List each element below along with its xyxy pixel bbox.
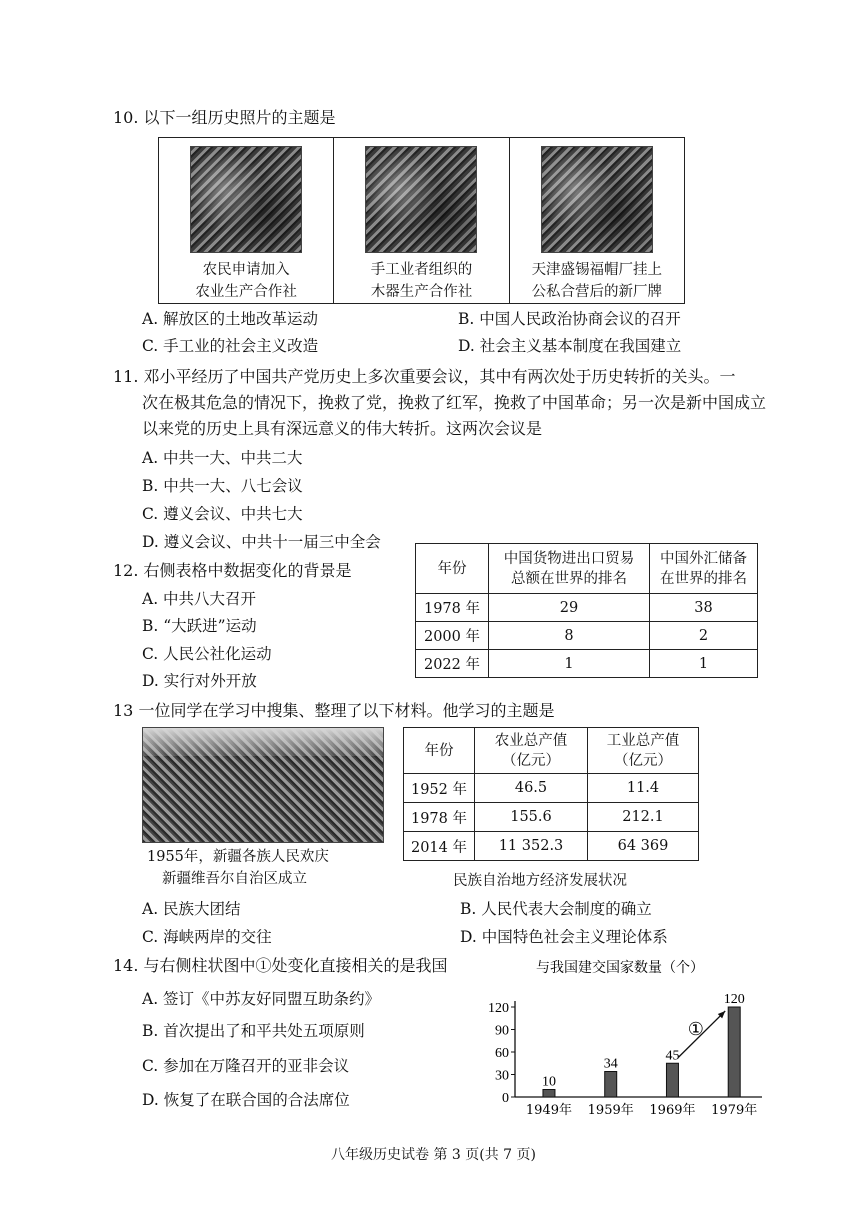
chart-data-label: 45 [665,1048,680,1064]
q12-option-b: B. “大跃进”运动 [142,617,257,635]
q13-cell-ind: 11.4 [588,774,699,803]
q11-option-d: D. 遵义会议、中共十一届三中全会 [142,533,381,551]
x-tick-label: 1969年 [649,1103,696,1118]
q12-cell-year: 2022 年 [416,650,489,678]
q13-photo-caption-line1: 1955年，新疆各族人民欢庆 [147,849,329,865]
x-tick-label: 1979年 [711,1103,758,1118]
table-row [416,650,758,678]
q13-cell-agri: 155.6 [475,803,588,832]
q12-table-header [416,544,758,594]
chart-bar [605,1072,617,1098]
q14-option-a: A. 签订《中苏友好同盟互助条约》 [142,990,381,1008]
q14-option-b: B. 首次提出了和平共处五项原则 [142,1022,365,1040]
q10-option-b: B. 中国人民政治协商会议的召开 [458,310,681,328]
q13-photo-caption-line2: 新疆维吾尔自治区成立 [162,871,307,887]
table-row [416,594,758,622]
q13-th-col1-line1: 农业总产值 [494,732,568,749]
q12-th-col2-line1: 中国外汇储备 [660,550,747,567]
q10-photo-cell-2 [334,138,509,303]
chart-bar [728,1007,740,1097]
chart-data-label: 34 [603,1056,618,1072]
q12-cell-reserve: 38 [650,594,758,622]
q13-cell-year: 1978 年 [404,803,475,832]
q12-th-col1 [489,544,650,594]
chart-annotation: ① [687,1019,704,1041]
chart-data-label: 10 [541,1074,556,1090]
q13-th-col2 [588,728,699,774]
q13-th-col2-line2: （亿元） [614,752,672,769]
q13-option-b: B. 人民代表大会制度的确立 [460,900,652,918]
table-row [404,774,699,803]
q10-option-d: D. 社会主义基本制度在我国建立 [458,337,682,355]
q12-option-a: A. 中共八大召开 [142,590,257,608]
q12-cell-year: 2000 年 [416,622,489,650]
q13-photo [142,727,384,843]
q13-table-caption: 民族自治地方经济发展状况 [453,873,627,889]
q13-cell-ind: 64 369 [588,832,699,861]
chart-bar [666,1063,678,1097]
q13-th-col1-line2: （亿元） [502,752,560,769]
q10-caption-2 [371,259,473,303]
q13-th-year: 年份 [404,728,475,774]
q12-th-col1-line1: 中国货物进出口贸易 [503,550,635,567]
x-tick-label: 1949年 [525,1103,573,1118]
q12-th-col1-line2: 总额在世界的排名 [511,570,627,587]
q11-stem-line2: 次在极其危急的情况下，挽救了党，挽救了红军，挽救了中国革命；另一次是新中国成立 [142,393,767,412]
q14-option-d: D. 恢复了在联合国的合法席位 [142,1091,350,1109]
chart-title: 与我国建交国家数量（个） [536,960,704,976]
q13-option-a: A. 民族大团结 [142,900,241,918]
q10-caption-2-line2: 木器生产合作社 [370,284,473,300]
table-row [404,803,699,832]
q13-option-c: C. 海峡两岸的交往 [142,928,272,946]
y-tick-label: 0 [502,1091,509,1106]
y-tick-label: 60 [495,1046,509,1061]
q12-cell-trade: 29 [489,594,650,622]
q13-table-header [404,728,699,774]
q12-cell-trade: 1 [489,650,650,678]
q10-photo-3 [541,146,653,253]
q12-cell-reserve: 1 [650,650,758,678]
q10-photo-grid [158,137,685,304]
q12-th-col2-line2: 在世界的排名 [660,570,747,587]
q10-photo-cell-1 [159,138,334,303]
table-row [416,622,758,650]
page-footer: 八年级历史试卷 第 3 页(共 7 页) [331,1147,536,1163]
q10-stem: 10. 以下一组历史照片的主题是 [113,108,336,127]
q11-option-c: C. 遵义会议、中共七大 [142,505,303,523]
q12-th-col2 [650,544,758,594]
q10-photo-cell-3 [510,138,684,303]
q10-photo-1 [190,146,302,253]
q10-caption-1-line1: 农民申请加入 [202,262,290,278]
q14-option-c: C. 参加在万隆召开的亚非会议 [142,1057,350,1075]
q13-th-col2-line1: 工业总产值 [606,732,680,749]
q11-stem-line3: 以来党的历史上具有深远意义的伟大转折。这两次会议是 [142,419,543,438]
q11-stem-line1: 11. 邓小平经历了中国共产党历史上多次重要会议，其中有两次处于历史转折的关头。一 [113,367,736,386]
q13-cell-agri: 46.5 [475,774,588,803]
q12-option-c: C. 人民公社化运动 [142,645,272,663]
table-row [404,832,699,861]
x-tick-label: 1959年 [587,1103,634,1118]
q10-caption-3-line1: 天津盛锡福帽厂挂上 [531,262,663,278]
q10-option-a: A. 解放区的土地改革运动 [142,310,319,328]
y-tick-label: 30 [495,1068,509,1084]
chart-bars [526,992,757,1118]
q12-cell-reserve: 2 [650,622,758,650]
q12-option-d: D. 实行对外开放 [142,672,257,690]
q13-th-col1 [475,728,588,774]
q11-option-b: B. 中共一大、八七会议 [142,477,303,495]
q13-cell-ind: 212.1 [588,803,699,832]
q12-table [415,543,758,678]
diplomatic-relations-bar-chart [470,950,770,1120]
q13-cell-agri: 11 352.3 [475,832,588,861]
q14-stem: 14. 与右侧柱状图中①处变化直接相关的是我国 [113,956,448,975]
chart-data-label: 120 [723,992,745,1007]
q10-caption-3 [532,259,663,303]
q12-th-year: 年份 [416,544,489,594]
chart-bar [543,1090,555,1098]
q10-photo-2 [365,146,477,253]
q13-table [403,727,699,861]
q10-caption-1-line2: 农业生产合作社 [195,284,297,300]
q10-caption-3-line2: 公私合营后的新厂牌 [531,284,663,300]
q12-cell-trade: 8 [489,622,650,650]
q10-option-c: C. 手工业的社会主义改造 [142,337,319,355]
q13-option-d: D. 中国特色社会主义理论体系 [460,928,668,946]
y-tick-label: 90 [495,1023,509,1039]
q12-stem: 12. 右侧表格中数据变化的背景是 [113,561,352,580]
q13-cell-year: 1952 年 [404,774,475,803]
q10-caption-1 [195,259,297,303]
y-tick-label: 120 [488,1001,509,1016]
q10-caption-2-line1: 手工业者组织的 [370,262,473,278]
q13-cell-year: 2014 年 [404,832,475,861]
q11-option-a: A. 中共一大、中共二大 [142,449,303,467]
q12-cell-year: 1978 年 [416,594,489,622]
q13-stem: 13 一位同学在学习中搜集、整理了以下材料。他学习的主题是 [113,701,555,720]
